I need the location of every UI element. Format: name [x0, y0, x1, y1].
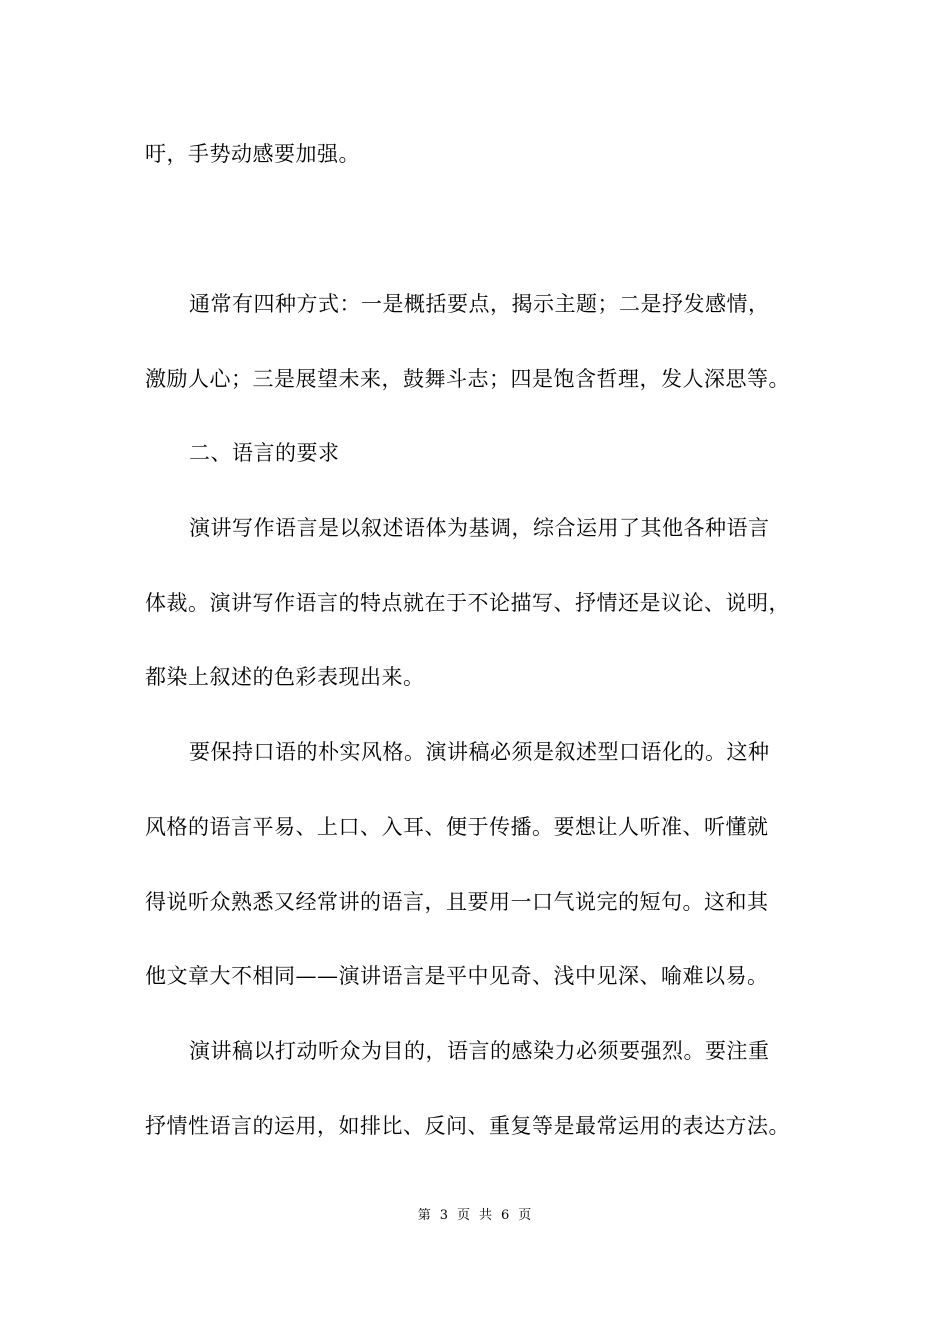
- text-line: 他文章大不相同——演讲语言是平中见奇、浅中见深、喻难以易。: [145, 964, 769, 988]
- text-line: 演讲写作语言是以叙述语体为基调，综合运用了其他各种语言: [189, 516, 770, 540]
- text-line: 风格的语言平易、上口、入耳、便于传播。要想让人听准、听懂就: [145, 815, 769, 839]
- text-line: 得说听众熟悉又经常讲的语言，且要用一口气说完的短句。这和其: [145, 890, 769, 914]
- page-footer: [0, 1208, 950, 1224]
- footer-page-word: 页: [456, 1208, 471, 1223]
- text-line: 吁，手势动感要加强。: [145, 142, 360, 166]
- text-line: 体裁。演讲写作语言的特点就在于不论描写、抒情还是议论、说明，: [145, 591, 790, 615]
- text-line: 要保持口语的朴实风格。演讲稿必须是叙述型口语化的。这种: [189, 740, 770, 764]
- text-line: 激励人心；三是展望未来，鼓舞斗志；四是饱含哲理，发人深思等。: [145, 367, 790, 391]
- text-line: 演讲稿以打动听众为目的，语言的感染力必须要强烈。要注重: [189, 1039, 770, 1063]
- footer-total-pages: 6: [501, 1208, 511, 1223]
- text-line: 都染上叙述的色彩表现出来。: [145, 665, 425, 689]
- text-line: 抒情性语言的运用，如排比、反问、重复等是最常运用的表达方法。: [145, 1114, 790, 1138]
- footer-total-prefix: 共: [479, 1208, 494, 1223]
- footer-prefix: 第: [417, 1208, 432, 1223]
- text-line: 通常有四种方式：一是概括要点，揭示主题；二是抒发感情，: [189, 292, 770, 316]
- footer-current-page: 3: [439, 1208, 449, 1223]
- section-heading: 二、语言的要求: [189, 441, 340, 465]
- footer-suffix: 页: [518, 1208, 533, 1223]
